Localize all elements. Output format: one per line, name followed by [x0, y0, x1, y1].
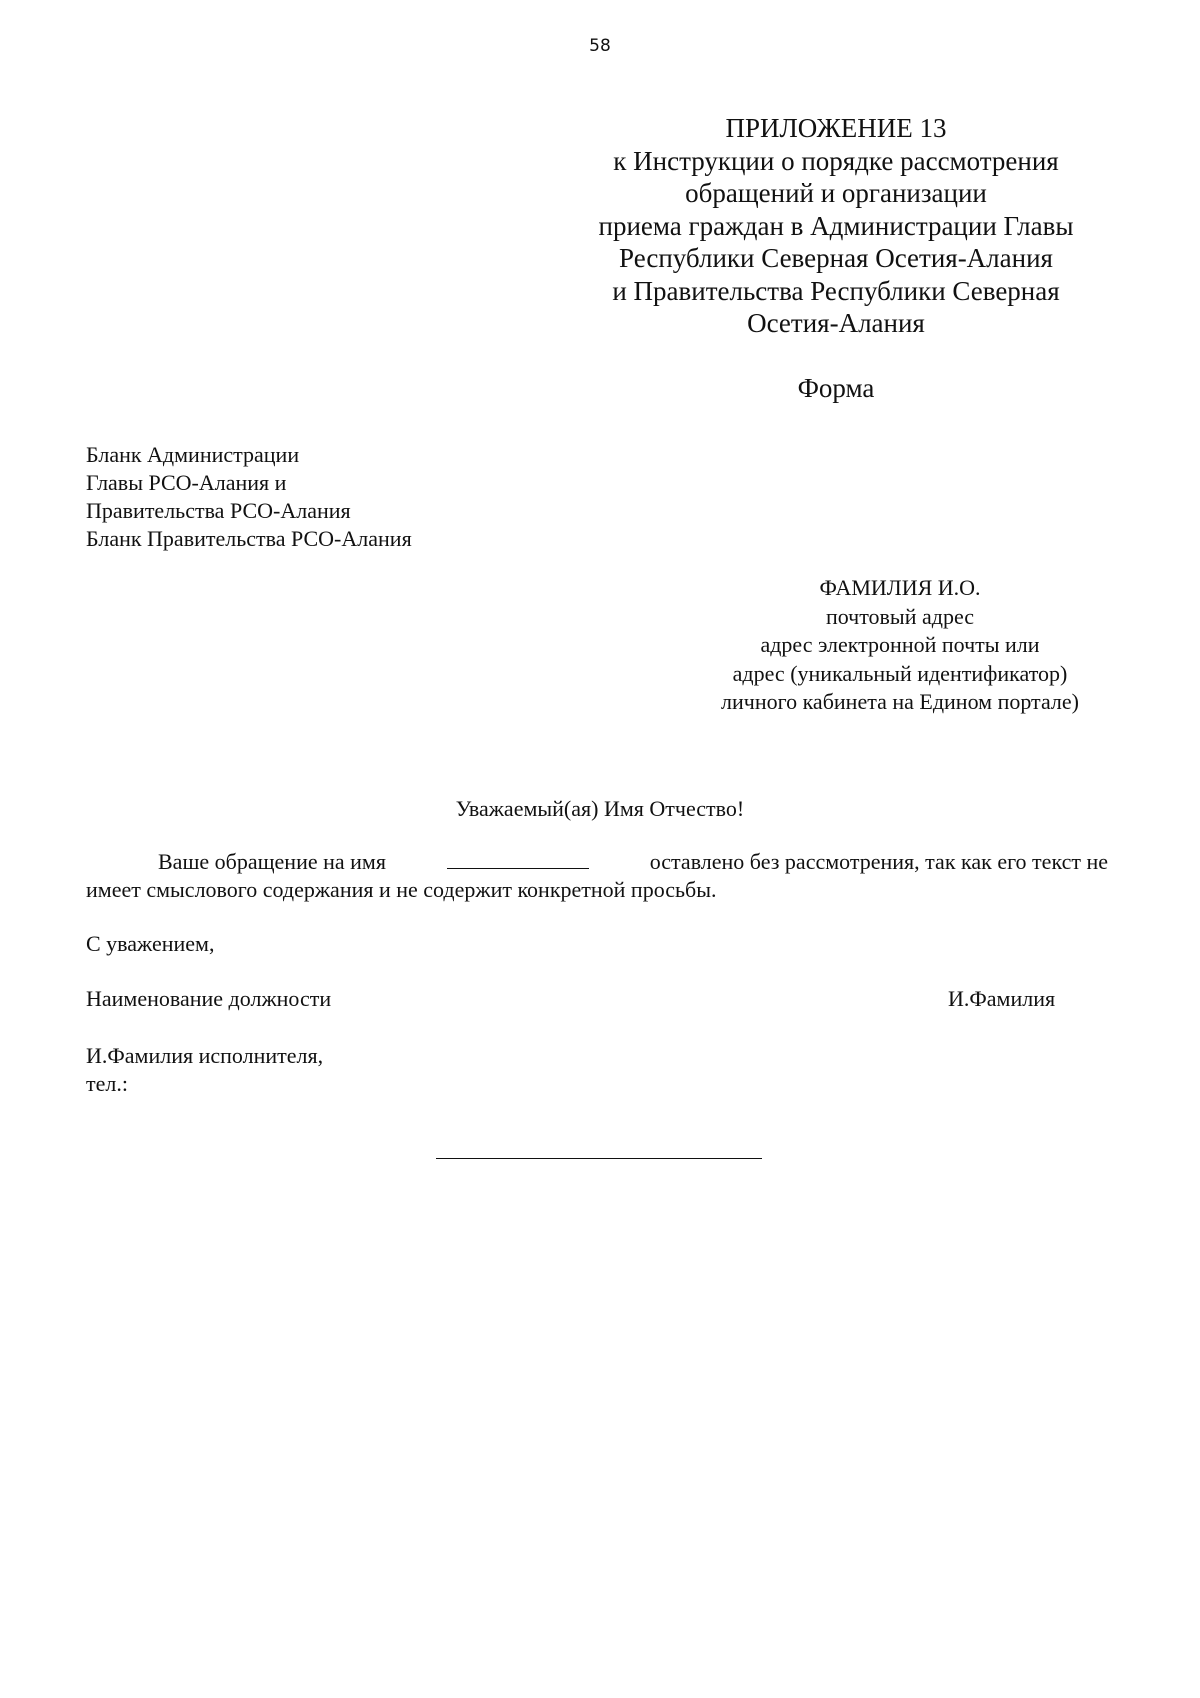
letterhead-block: [86, 441, 412, 553]
closing: С уважением,: [86, 931, 215, 956]
appendix-title: ПРИЛОЖЕНИЕ 13: [725, 113, 947, 143]
appendix-header: [582, 112, 1090, 340]
appendix-line: к Инструкции о порядке рассмотрения: [613, 145, 1059, 176]
recipient-line: адрес электронной почты или: [760, 632, 1040, 657]
name-blank-field: [447, 848, 589, 869]
appendix-line: Республики Северная Осетия-Алания: [619, 243, 1053, 273]
recipient-line: почтовый адрес: [825, 603, 975, 629]
letterhead-line: Бланк Администрации: [86, 442, 300, 467]
recipient-block: [690, 574, 1110, 717]
letterhead-line: Бланк Правительства РСО-Алания: [86, 526, 412, 551]
recipient-line: адрес (уникальный идентификатор): [732, 660, 1068, 686]
appendix-line: обращений и организации: [685, 178, 987, 208]
appendix-line: Осетия-Алания: [747, 308, 925, 338]
appendix-line: и Правительства Республики Северная: [612, 275, 1060, 306]
body-line: [86, 848, 1108, 876]
appendix-line: приема граждан в Администрации Главы: [598, 210, 1074, 241]
letterhead-line: Главы РСО-Алания и: [86, 470, 287, 495]
recipient-line: личного кабинета на Едином портале): [721, 689, 1079, 714]
body-text-start: Ваше обращение на имя: [158, 849, 386, 874]
page-number: 58: [589, 36, 611, 56]
body-line: имеет смыслового содержания и не содержит конкретной просьбы.: [86, 877, 717, 902]
recipient-name: ФАМИЛИЯ И.О.: [819, 575, 981, 600]
salutation: Уважаемый(ая) Имя Отчество!: [455, 796, 745, 821]
position-title: Наименование должности: [86, 986, 332, 1011]
letterhead-line: Правительства РСО-Алания: [86, 498, 351, 523]
letter-body: [86, 848, 1108, 904]
body-text-end: оставлено без рассмотрения, так как его текст не: [649, 849, 1108, 874]
executor-block: [86, 1042, 323, 1098]
form-label: Форма: [797, 373, 875, 403]
bottom-divider: [436, 1158, 762, 1159]
executor-name: И.Фамилия исполнителя,: [86, 1043, 324, 1068]
executor-phone: тел.:: [86, 1071, 128, 1096]
signer-name: И.Фамилия: [948, 986, 1056, 1011]
